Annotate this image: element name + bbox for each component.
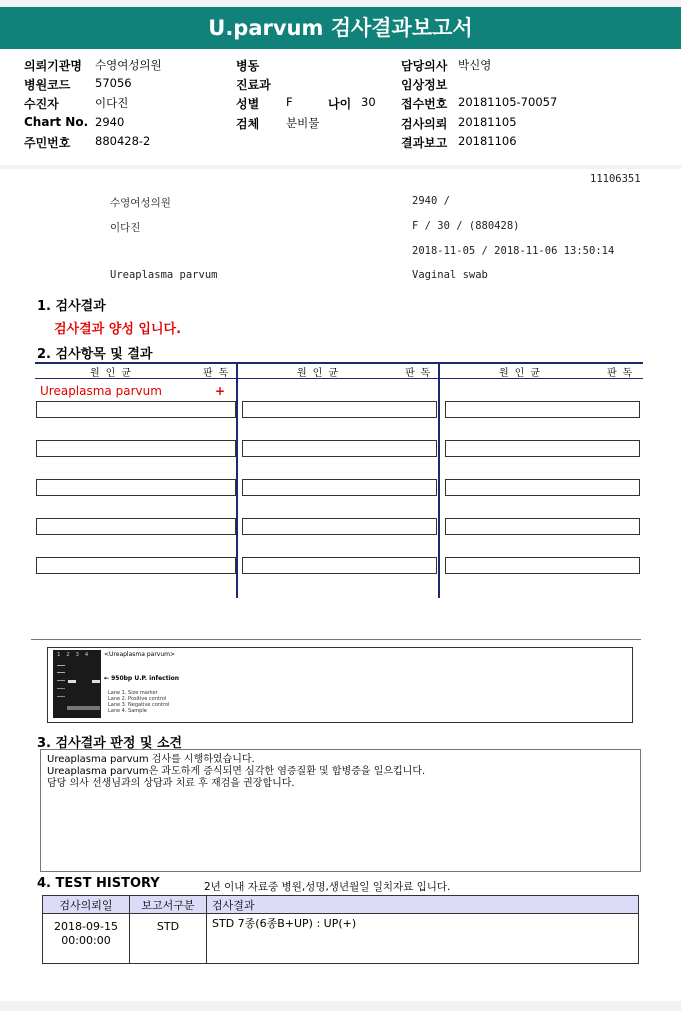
patient-value: 이다진: [95, 96, 129, 110]
empty-result-cell: [242, 557, 437, 574]
gel-arrow-label: ← 950bp U.P. infection: [104, 675, 180, 682]
col2-judgement-header: 판독: [405, 368, 437, 379]
empty-result-cell: [242, 440, 437, 457]
marker-band: [57, 672, 65, 673]
report-body: [0, 169, 681, 1001]
gel-legend-line: Lane 4. Sample: [108, 708, 147, 714]
hospital-label: 의뢰기관명: [24, 59, 82, 73]
positive-result-text: 검사결과 양성 입니다.: [54, 322, 182, 337]
opinion-line: 담당 의사 선생님과의 상담과 치료 후 재검을 권장합니다.: [47, 778, 295, 789]
history-date-cell: [43, 914, 130, 964]
section2-title: 2. 검사항목 및 결과: [37, 347, 153, 362]
receipt-value: 20181105-70057: [458, 95, 558, 109]
summary-dates: 2018-11-05 / 2018-11-06 13:50:14: [412, 245, 615, 257]
history-time: 00:00:00: [61, 934, 111, 947]
top-band: [0, 0, 681, 7]
age-value: 30: [361, 95, 376, 109]
sample-band: [92, 680, 100, 683]
result-item-judgement: +: [215, 384, 226, 398]
sex-value: F: [286, 95, 293, 109]
history-col-result: 검사결과: [207, 896, 639, 914]
col3-pathogen-header: 원인균: [499, 368, 546, 379]
chart-label: Chart No.: [24, 115, 89, 129]
hospital-value: 수영여성의원: [95, 58, 162, 72]
age-label: 나이: [328, 97, 352, 111]
history-type: STD: [130, 914, 207, 964]
empty-result-cell: [242, 401, 437, 418]
bottom-band: [0, 1001, 681, 1011]
marker-band: [57, 680, 65, 681]
empty-result-cell: [36, 557, 236, 574]
marker-band: [57, 688, 65, 689]
empty-result-cell: [242, 518, 437, 535]
history-table: [42, 895, 639, 964]
gel-image-frame: [47, 647, 633, 723]
gel-legend-line: Lane 1. Size marker: [108, 690, 158, 696]
section-divider: [31, 639, 641, 640]
history-note: 2년 이내 자료중 병원,성명,생년월일 일치자료 입니다.: [204, 881, 451, 893]
section1-title: 1. 검사결과: [37, 299, 106, 314]
chart-value: 2940: [95, 115, 125, 129]
empty-result-cell: [445, 479, 640, 496]
gel-legend-line: Lane 3. Negative control: [108, 702, 170, 708]
sex-label: 성별: [236, 97, 260, 111]
report-title: U.parvum 검사결과보고서: [0, 7, 681, 49]
marker-band: [57, 696, 65, 697]
col1-pathogen-header: 원인균: [90, 368, 137, 379]
empty-result-cell: [445, 557, 640, 574]
gel-heading: <Ureaplasma parvum>: [104, 651, 176, 658]
col1-judgement-header: 판독: [203, 368, 235, 379]
table-row: [43, 914, 639, 964]
report-value: 20181106: [458, 134, 517, 148]
summary-specimen: Vaginal swab: [412, 269, 488, 281]
positive-band: [68, 680, 76, 683]
hcode-label: 병원코드: [24, 78, 71, 92]
history-col-type: 보고서구분: [130, 896, 207, 914]
gel-electrophoresis-image: [53, 650, 101, 718]
gel-lane-numbers: 1 2 3 4: [57, 652, 91, 658]
empty-result-cell: [36, 440, 236, 457]
ward-label: 병동: [236, 59, 260, 73]
section4-title: 4. TEST HISTORY: [37, 876, 160, 891]
history-result: STD 7종(6종B+UP) : UP(+): [207, 914, 639, 964]
col2-pathogen-header: 원인균: [297, 368, 344, 379]
summary-sex-age: F / 30 / (880428): [412, 220, 520, 232]
summary-code: 11106351: [590, 173, 641, 185]
gel-legend-line: Lane 2. Positive control: [108, 696, 167, 702]
request-value: 20181105: [458, 115, 517, 129]
summary-patient: 이다진: [110, 222, 141, 234]
summary-chart: 2940 /: [412, 195, 450, 207]
empty-result-cell: [36, 401, 236, 418]
receipt-label: 접수번호: [401, 97, 448, 111]
resident-value: 880428-2: [95, 134, 151, 148]
hcode-value: 57056: [95, 76, 132, 90]
history-col-date: 검사의뢰일: [43, 896, 130, 914]
doctor-label: 담당의사: [401, 59, 448, 73]
primer-dimer-bands: [67, 706, 100, 710]
result-item-name: Ureaplasma parvum: [40, 384, 162, 398]
empty-result-cell: [445, 518, 640, 535]
clinical-label: 임상정보: [401, 78, 448, 92]
report-label: 결과보고: [401, 136, 448, 150]
report-header: [0, 49, 681, 165]
grid-divider-1: [236, 362, 238, 598]
dept-label: 진료과: [236, 78, 271, 92]
summary-hospital: 수영여성의원: [110, 197, 171, 209]
empty-result-cell: [445, 401, 640, 418]
specimen-label: 검체: [236, 117, 260, 131]
empty-result-cell: [36, 518, 236, 535]
empty-result-cell: [36, 479, 236, 496]
empty-result-cell: [242, 479, 437, 496]
marker-band: [57, 665, 65, 666]
opinion-line: Ureaplasma parvum 검사를 시행하였습니다.: [47, 754, 255, 765]
request-label: 검사의뢰: [401, 117, 448, 131]
opinion-box: [40, 749, 641, 872]
history-header-row: [43, 896, 639, 914]
resident-label: 주민번호: [24, 136, 71, 150]
patient-label: 수진자: [24, 97, 59, 111]
col3-judgement-header: 판독: [607, 368, 639, 379]
opinion-line: Ureaplasma parvum은 과도하게 증식되면 심각한 염증질환 및 합병증을 일으킵니다.: [47, 766, 426, 777]
specimen-value: 분비물: [286, 116, 320, 130]
empty-result-cell: [445, 440, 640, 457]
doctor-value: 박신영: [458, 58, 492, 72]
section3-title: 3. 검사결과 판정 및 소견: [37, 736, 183, 751]
summary-organism: Ureaplasma parvum: [110, 269, 218, 281]
grid-divider-2: [438, 362, 440, 598]
history-date: 2018-09-15: [54, 920, 118, 933]
